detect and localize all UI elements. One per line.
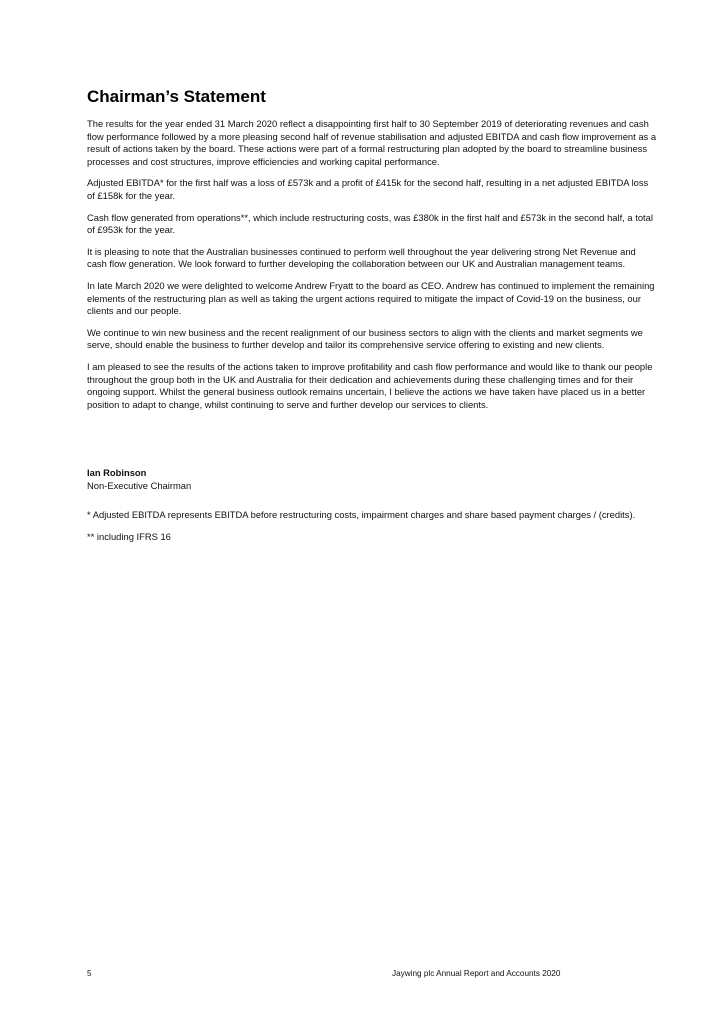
signature-block (87, 467, 657, 492)
paragraph-thanks: I am pleased to see the results of the actions taken to improve profitability and cash flow performance and would like to thank our people throughout the group both in the UK and Australia for their dedication and achievements during these challenging times and for their ongoing support. Whilst the general business outlook remains uncertain, I believe the actions we have taken have placed us in a better position to adapt to change, whilst continuing to serve and further develop our services to clients. (87, 360, 653, 410)
footnotes (87, 509, 657, 552)
paragraph-ceo: In late March 2020 we were delighted to welcome Andrew Fryatt to the board as CEO. Andrew has continued to implement the remaining elements of the restructuring plan as well as taking the urgent actions required to mitigate the impact of Covid-19 on the business, our clients and our people. (87, 279, 655, 317)
paragraph-results: The results for the year ended 31 March 2020 reflect a disappointing first half to 30 September 2019 of deteriorating revenues and cash flow performance followed by a more pleasing second half of revenue stabilisation and adjusted EBITDA and cash flow improvement as a result of actions taken by the board. These actions were part of a formal restructuring plan adopted by the board to streamline business processes and cost structures, improve efficiencies and working capital performance. (87, 118, 657, 167)
paragraph-cash-flow: Cash flow generated from operations**, which include restructuring costs, was £380k in the first half and £573k in the second half, a total of £953k for the year. (87, 211, 653, 236)
footnote-adjusted-ebitda: * Adjusted EBITDA represents EBITDA before restructuring costs, impairment charges and share based payment charges / (credits). (87, 509, 636, 520)
signatory-name: Ian Robinson (87, 467, 147, 478)
footnote-ifrs16: ** including IFRS 16 (87, 530, 171, 542)
signatory-role: Non-Executive Chairman (87, 479, 192, 491)
page-number: 5 (87, 969, 92, 978)
page-title: Chairman’s Statement (87, 87, 266, 106)
paragraph-new-business: We continue to win new business and the recent realignment of our business sectors to align with the clients and market segments we serve, should enable the business to further develop and tailor its comprehensive service offering to existing and new clients. (87, 326, 643, 351)
footer-publication-title: Jaywing plc Annual Report and Accounts 2020 (392, 969, 561, 978)
paragraph-australia: It is pleasing to note that the Australian businesses continued to perform well throughout the year delivering strong Net Revenue and cash flow generation. We look forward to further developing the collaboration between our UK and Australian management teams. (87, 245, 636, 270)
paragraph-ebitda: Adjusted EBITDA* for the first half was a loss of £573k and a profit of £415k for the second half, resulting in a net adjusted EBITDA loss of £158k for the year. (87, 177, 649, 201)
statement-body (87, 86, 657, 420)
